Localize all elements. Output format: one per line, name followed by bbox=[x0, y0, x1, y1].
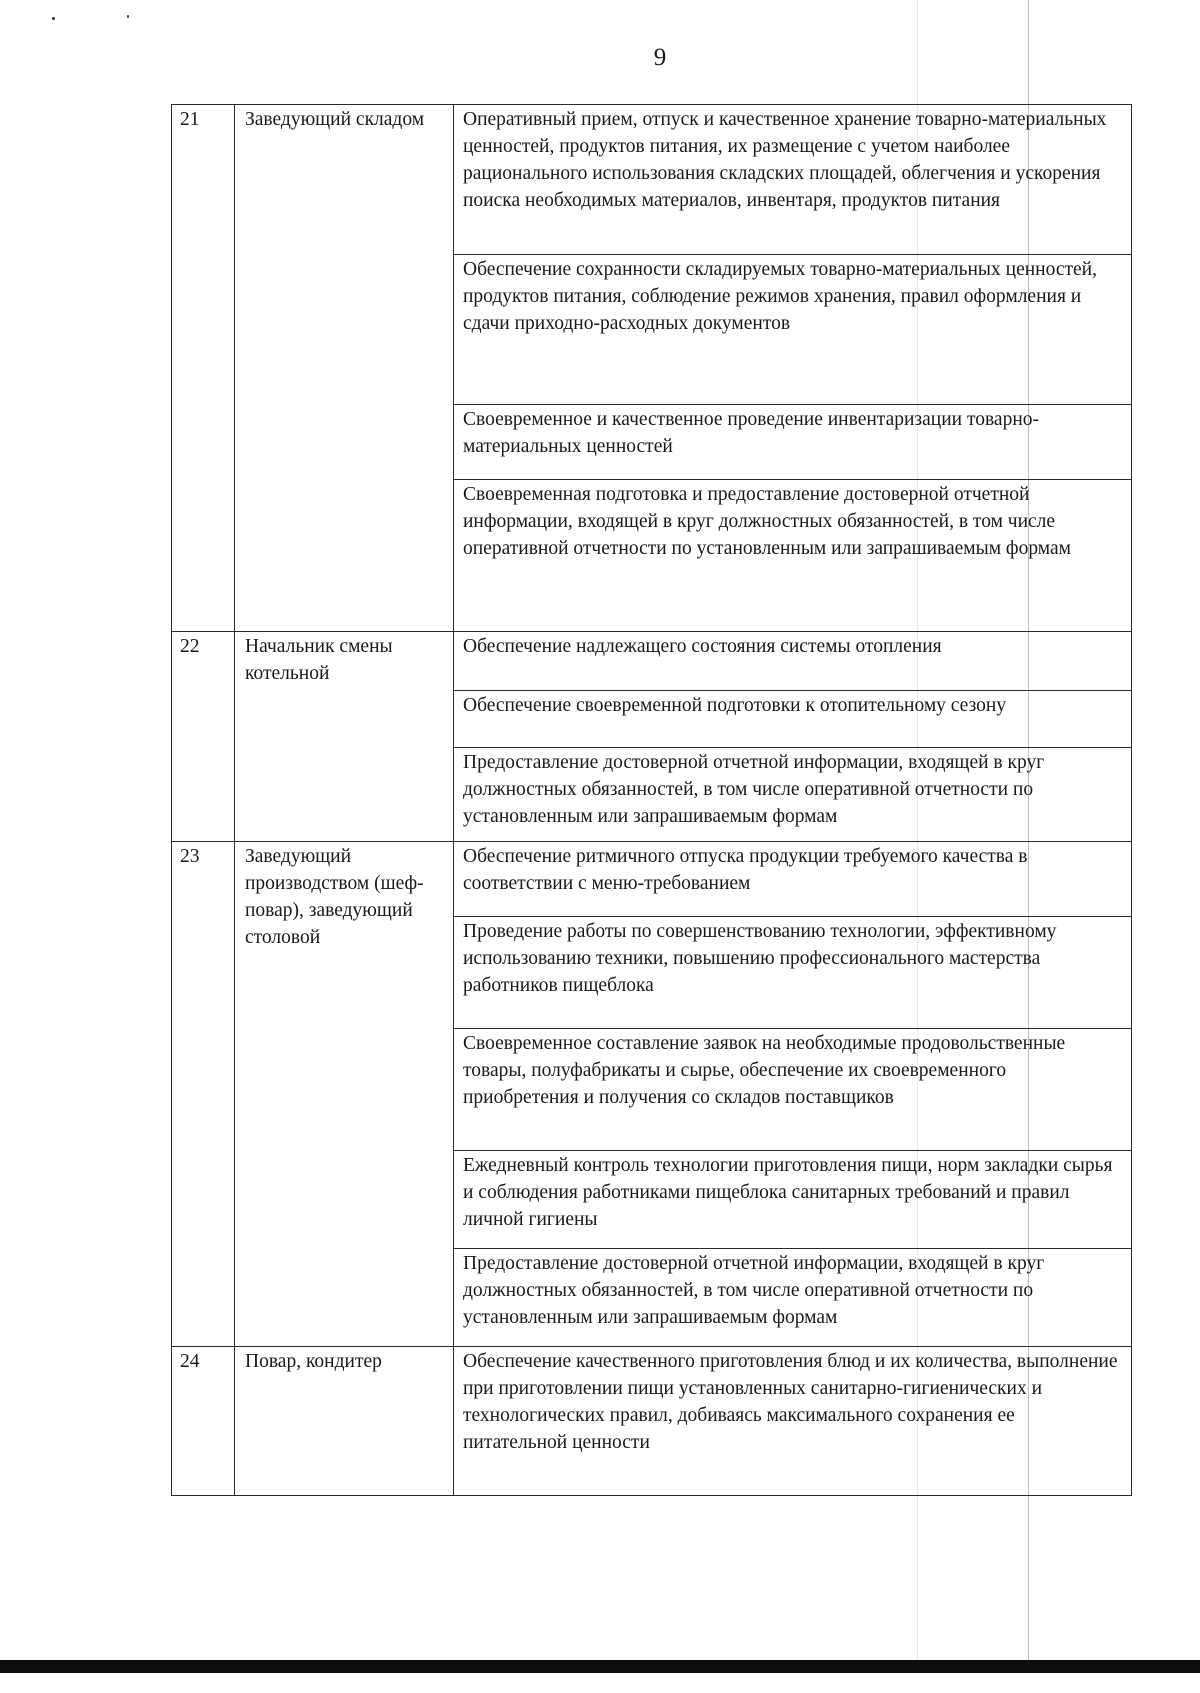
duty-cell: Обеспечение качественного приготовления блюд и их количества, выполнение при приготовлении пищи установленных санитарно-гигиенических и технологических правил, добиваясь максимального сохранения ее питательной ценности bbox=[454, 1347, 1132, 1496]
position-title: Заведующий складом bbox=[235, 105, 454, 632]
duty-cell: Своевременное и качественное проведение инвентаризации товарно-материальных ценностей bbox=[454, 405, 1132, 480]
position-title: Повар, кондитер bbox=[235, 1347, 454, 1496]
scan-edge-bar bbox=[0, 1660, 1200, 1673]
position-title: Заведующий производством (шеф-повар), заведующий столовой bbox=[235, 842, 454, 1347]
duty-cell: Проведение работы по совершенствованию технологии, эффективному использованию техники, повышению профессионального мастерства работников пищеблока bbox=[454, 917, 1132, 1029]
duty-cell: Оперативный прием, отпуск и качественное хранение товарно-материальных ценностей, продуктов питания, их размещение с учетом наиболее рационального использования складских площадей, облегчения и ускорения поиска необходимых материалов, инвентаря, продуктов питания bbox=[454, 105, 1132, 255]
position-title: Начальник смены котельной bbox=[235, 632, 454, 842]
row-number: 22 bbox=[172, 632, 235, 842]
duty-cell: Обеспечение надлежащего состояния системы отопления bbox=[454, 632, 1132, 691]
table-row bbox=[172, 842, 1132, 917]
duty-cell: Своевременное составление заявок на необходимые продовольственные товары, полуфабрикаты и сырье, обеспечение их своевременного приобретения и получения со складов поставщиков bbox=[454, 1029, 1132, 1151]
row-number: 24 bbox=[172, 1347, 235, 1496]
table-row bbox=[172, 1347, 1132, 1496]
duty-cell: Ежедневный контроль технологии приготовления пищи, норм закладки сырья и соблюдения работниками пищеблока санитарных требований и правил личной гигиены bbox=[454, 1151, 1132, 1249]
row-number: 21 bbox=[172, 105, 235, 632]
duty-cell: Обеспечение сохранности складируемых товарно-материальных ценностей, продуктов питания, соблюдение режимов хранения, правил оформления и сдачи приходно-расходных документов bbox=[454, 255, 1132, 405]
duty-cell: Обеспечение своевременной подготовки к отопительному сезону bbox=[454, 691, 1132, 748]
scan-speck bbox=[127, 15, 129, 18]
duties-table bbox=[171, 104, 1132, 1496]
duty-cell: Предоставление достоверной отчетной информации, входящей в круг должностных обязанностей, в том числе оперативной отчетности по установленным или запрашиваемым формам bbox=[454, 1249, 1132, 1347]
table-row bbox=[172, 105, 1132, 255]
table-row bbox=[172, 632, 1132, 691]
row-number: 23 bbox=[172, 842, 235, 1347]
duty-cell: Своевременная подготовка и предоставление достоверной отчетной информации, входящей в круг должностных обязанностей, в том числе оперативной отчетности по установленным или запрашиваемым формам bbox=[454, 480, 1132, 632]
page-number: 9 bbox=[653, 44, 667, 71]
duty-cell: Обеспечение ритмичного отпуска продукции требуемого качества в соответствии с меню-требованием bbox=[454, 842, 1132, 917]
duty-cell: Предоставление достоверной отчетной информации, входящей в круг должностных обязанностей, в том числе оперативной отчетности по установленным или запрашиваемым формам bbox=[454, 748, 1132, 842]
scan-speck bbox=[52, 17, 55, 20]
